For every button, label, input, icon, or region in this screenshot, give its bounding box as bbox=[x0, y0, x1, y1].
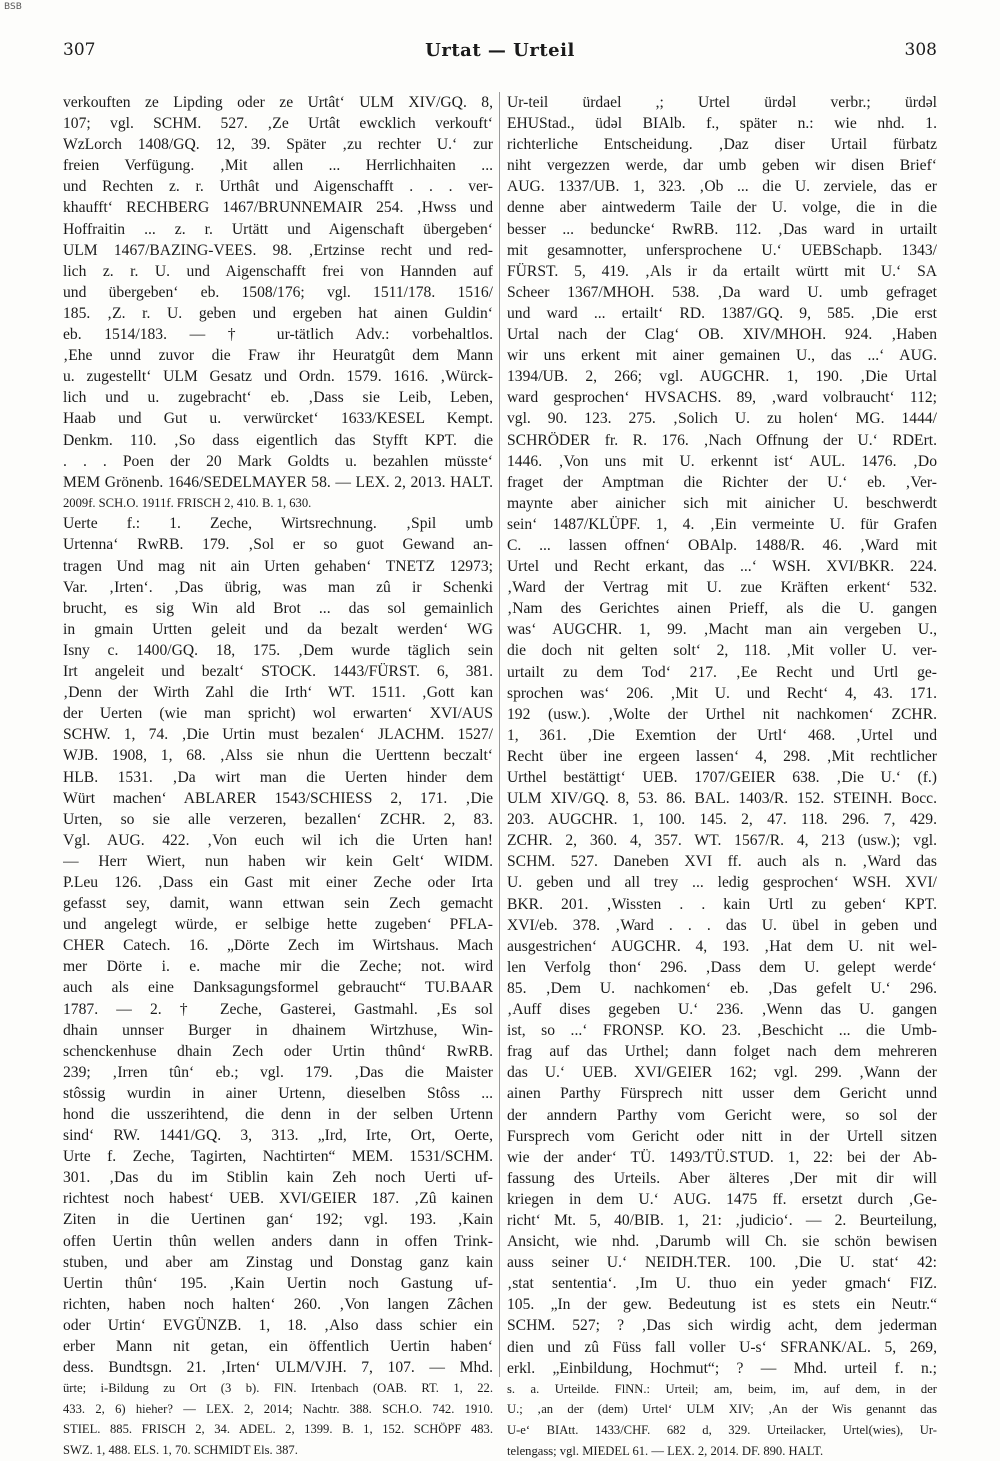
text-line: stuben, und aber am Zinstag und Donstag ganz kain bbox=[63, 1252, 493, 1273]
text-line: FÜRST. 5, 419. ‚Als ir da ertailt württ mit U.‘ SA bbox=[507, 261, 937, 282]
text-line: ‚Denn der Wirth Zahl die Irth‘ WT. 1511. ‚Gott kan bbox=[63, 682, 493, 703]
text-line: ürte; i-Bildung zu Ort (3 b). FlN. Irtenbach (OAB. RT. 1, 22. bbox=[63, 1378, 493, 1399]
text-line: khaufft‘ RECHBERG 1467/BRUNNEMAIR 254. ‚Hwss und bbox=[63, 197, 493, 218]
text-line: SCHM. 527. Daneben XVI ff. auch als n. ‚Ward das bbox=[507, 851, 937, 872]
text-line: richtest noch habest‘ UEB. XVI/GEIER 187. ‚Zû kainen bbox=[63, 1188, 493, 1209]
text-line: richt‘ Mt. 5, 40/BIB. 1, 21: ‚judicio‘. — 2. Beurteilung, bbox=[507, 1210, 937, 1231]
text-line: tragen Und mag nit ain Urten gehaben‘ TNETZ 12973; bbox=[63, 556, 493, 577]
column-divider bbox=[499, 92, 500, 1377]
text-line: Uerte f.: 1. Zeche, Wirtsrechnung. ‚Spil umb bbox=[63, 513, 493, 534]
text-line: maynte aber ainicher sich mit ainicher U. beschwerdt bbox=[507, 493, 937, 514]
text-line: — Herr Wiert, nun haben wir kein Gelt‘ WIDM. bbox=[63, 851, 493, 872]
text-line: eb. 1514/183. — † ur-tätlich Adv.: vorbehaltlos. bbox=[63, 324, 493, 345]
text-line: AUG. 1337/UB. 1, 323. ‚Ob ... die U. zerviele, das er bbox=[507, 176, 937, 197]
text-line: das U.‘ UEB. XVI/GEIER 162; vgl. 299. ‚Wann der bbox=[507, 1062, 937, 1083]
text-line: . . . Poen der 20 Mark Goldts u. bezahlen müsste‘ bbox=[63, 451, 493, 472]
text-line: WzLorch 1408/GQ. 12, 39. Später ‚zu rechter U.‘ zur bbox=[63, 134, 493, 155]
text-line: ‚stat sententia‘. ‚Im U. thuo ein yeder gmach‘ FIZ. bbox=[507, 1273, 937, 1294]
text-line: was‘ AUGCHR. 1, 99. ‚Macht man ain vergeben U., bbox=[507, 619, 937, 640]
text-line: U-e‘ BIAtt. 1433/CHF. 682 d, 329. Urteilacker, Urtel(wies), Ur- bbox=[507, 1420, 937, 1441]
page-number-right: 308 bbox=[905, 40, 937, 60]
text-line: dhain unnser Burger in dhainem Wirtzhuse, Win- bbox=[63, 1020, 493, 1041]
text-line: ULM XIV/GQ. 8, 53. 86. BAL. 1403/R. 152. STEINH. Bocc. bbox=[507, 788, 937, 809]
text-line: niht vergezzen werde, dar umb geben wir disen Brief‘ bbox=[507, 155, 937, 176]
text-line: oder Urtin‘ EVGÜNZB. 1, 18. ‚Also dass schier ein bbox=[63, 1315, 493, 1336]
text-line: MEM Grönenb. 1646/SEDELMAYER 58. — LEX. 2, 2013. HALT. bbox=[63, 472, 493, 493]
text-line: sind‘ RW. 1441/GQ. 3, 313. „Ird, Irte, Ort, Oerte, bbox=[63, 1125, 493, 1146]
text-line: auss seiner U.‘ NEIDH.TER. 100. ‚Die U. stat‘ 42: bbox=[507, 1252, 937, 1273]
text-line: fraget der Amptman die Richter der U.‘ eb. ‚Ver- bbox=[507, 472, 937, 493]
text-line: 192 (usw.). ‚Wolte der Urthel nit nachkomen‘ ZCHR. bbox=[507, 704, 937, 725]
text-line: SCHRÖDER fr. R. 176. ‚Nach Offnung der U.‘ RDErt. bbox=[507, 430, 937, 451]
text-line: besser ... beduncke‘ RwRB. 112. ‚Das ward in urtailt bbox=[507, 219, 937, 240]
text-line: 203. AUGCHR. 1, 100. 145. 2, 47. 118. 296. 7, 429. bbox=[507, 809, 937, 830]
text-line: STIEL. 885. FRISCH 2, 34. ADEL. 2, 1399. B. 1, 152. SCHÖPF 483. bbox=[63, 1419, 493, 1440]
text-line: P.Leu 126. ‚Dass ein Gast mit einer Zeche oder Irta bbox=[63, 872, 493, 893]
text-line: richterliche Entscheidung. ‚Daz diser Urtail fürbatz bbox=[507, 134, 937, 155]
text-line: erber Mann nit getan, ein öffentlich Uertin haben‘ bbox=[63, 1336, 493, 1357]
text-line: Denkm. 110. ‚So dass eigentlich das Styfft KPT. die bbox=[63, 430, 493, 451]
text-line: die doch nit gelten solt‘ 2, 118. ‚Mit voller U. ver- bbox=[507, 640, 937, 661]
text-line: vgl. 90. 123. 275. ‚Solich U. zu holen‘ MG. 1444/ bbox=[507, 408, 937, 429]
text-line: urtailt zu dem Tod‘ 217. ‚Ee Recht und Urtl ge- bbox=[507, 662, 937, 683]
text-line: denne aber aintwederm Taile der U. volge, die in die bbox=[507, 197, 937, 218]
text-line: 1446. ‚Von uns mit U. erkennt ist‘ AUL. 1476. ‚Do bbox=[507, 451, 937, 472]
text-line: auch als eine Danksagungsformel gebraucht“ TU.BAAR bbox=[63, 977, 493, 998]
text-line: dess. Bundtsgn. 21. ‚Irten‘ ULM/VJH. 7, 107. — Mhd. bbox=[63, 1357, 493, 1378]
text-line: frag auf das Urthel; dann folget nach dem mehreren bbox=[507, 1041, 937, 1062]
text-line: hond die usszerihtend, die denn in der selben Urtenn bbox=[63, 1104, 493, 1125]
text-line: ainen Parthy Fürsprech nitt usser dem Gericht unnd bbox=[507, 1083, 937, 1104]
text-line: telengass; vgl. MIEDEL 61. — LEX. 2, 2014. DF. 890. HALT. bbox=[507, 1441, 937, 1461]
text-line: 239; ‚Irren tûn‘ eb.; vgl. 179. ‚Das die Maister bbox=[63, 1062, 493, 1083]
text-line: Var. ‚Irten‘. ‚Das übrig, was man zû ir Schenki bbox=[63, 577, 493, 598]
text-line: dien und zû Füss fall voller U-s‘ SFRANK/AL. 5, 269, bbox=[507, 1337, 937, 1358]
text-line: wir uns erkent mit ainer gemainen U., das ...‘ AUG. bbox=[507, 345, 937, 366]
text-line: ULM 1467/BAZING-VEES. 98. ‚Ertzinse recht und red- bbox=[63, 240, 493, 261]
text-line: 107; vgl. SCHM. 527. ‚Ze Urtât ewcklich verkouft‘ bbox=[63, 113, 493, 134]
text-line: XVI/eb. 378. ‚Ward . . . das U. übel in geben und bbox=[507, 915, 937, 936]
text-line: sprochen was‘ 206. ‚Mit U. und Recht‘ 4, 43. 171. bbox=[507, 683, 937, 704]
text-line: Fursprech vom Gericht oder nitt in der Urtell sitzen bbox=[507, 1126, 937, 1147]
text-line: Urtel und Recht erkant, das ...‘ WSH. XVI/BKR. 224. bbox=[507, 556, 937, 577]
text-line: ‚Ward der Vertrag mit U. zue Kräften erkent‘ 532. bbox=[507, 577, 937, 598]
text-line: Urte f. Zeche, Tagirten, Nachtirten“ MEM. 1531/SCHM. bbox=[63, 1146, 493, 1167]
text-line: Urtenna‘ RwRB. 179. ‚Sol er so guot Gewand an- bbox=[63, 534, 493, 555]
text-line: ausgestrichen‘ AUGCHR. 4, 193. ‚Hat dem U. nit wel- bbox=[507, 936, 937, 957]
text-line: EHUStad., üdǝl BIAlb. f., später n.: wie nhd. 1. bbox=[507, 113, 937, 134]
text-line: ist, so ...‘ FRONSP. KO. 23. ‚Beschicht ... die Umb- bbox=[507, 1020, 937, 1041]
text-line: stôssig wurdin in ainer Urtenn, dieselben Stôss ... bbox=[63, 1083, 493, 1104]
text-line: Haab und Gut u. verwürcket‘ 1633/KESEL Kempt. bbox=[63, 408, 493, 429]
text-line: s. a. Urteilde. FlNN.: Urteil; am, beim, im, auf dem, in der bbox=[507, 1379, 937, 1400]
text-line: verkouften ze Lipding oder ze Urtât‘ ULM XIV/GQ. 8, bbox=[63, 92, 493, 113]
text-line: Uertin thûn‘ 195. ‚Kain Uertin noch Gastung uf- bbox=[63, 1273, 493, 1294]
text-line: in gmain Urtten geleit und da bezalt werden‘ WG bbox=[63, 619, 493, 640]
text-line: der Uerten (wie man spricht) wol erwarten‘ XVI/AUS bbox=[63, 703, 493, 724]
text-line: Hoffraitin ... z. r. Urtätt und Aigenschaft übergeben‘ bbox=[63, 219, 493, 240]
text-line: 105. „In der gew. Bedeutung ist es stets ein Neutr.“ bbox=[507, 1294, 937, 1315]
text-line: Ansicht, wie nhd. ‚Darumb will Ch. sie schön bewisen bbox=[507, 1231, 937, 1252]
text-line: CHER Catech. 16. „Dörte Zech im Wirtshaus. Mach bbox=[63, 935, 493, 956]
text-line: ‚Auff dises gegeben U.‘ 236. ‚Wenn das U. gangen bbox=[507, 999, 937, 1020]
text-line: Würt machen‘ ABLARER 1543/SCHIESS 2, 171. ‚Die bbox=[63, 788, 493, 809]
text-line: lich z. r. U. und Aigenschafft frei von Hannden auf bbox=[63, 261, 493, 282]
running-title: Urtat — Urteil bbox=[63, 40, 937, 61]
text-line: ‚Ehe unnd zuvor die Fraw ihr Heuratgût dem Mann bbox=[63, 345, 493, 366]
text-line: und angelegt würde, er selbige hette zugeben‘ PFLA- bbox=[63, 914, 493, 935]
text-line: offen Uertin thûn wellen anders dann in offen Trink- bbox=[63, 1231, 493, 1252]
right-column bbox=[507, 92, 937, 1461]
page-header bbox=[63, 40, 937, 70]
text-line: Ziten in die Uertinen gan‘ 192; vgl. 193. ‚Kain bbox=[63, 1209, 493, 1230]
text-line: sein‘ 1487/KLÜPF. 1, 4. ‚Ein vermeinte U. für Grafen bbox=[507, 514, 937, 535]
text-line: C. ... lassen offnen‘ OBAlp. 1488/R. 46. ‚Ward mit bbox=[507, 535, 937, 556]
text-line: Urten, so sie alle verzeren, bezallen‘ ZCHR. 2, 83. bbox=[63, 809, 493, 830]
text-line: und Rechten z. r. Urthât und Aigenschafft . . . ver- bbox=[63, 176, 493, 197]
text-line: und ward ... ertailt‘ RD. 1387/GQ. 9, 585. ‚Die erst bbox=[507, 303, 937, 324]
left-column bbox=[63, 92, 493, 1461]
text-line: U. geben und all trey ... ledig gesprochen‘ WSH. XVI/ bbox=[507, 872, 937, 893]
text-line: ward gesprochen‘ HVSACHS. 89, ‚ward volbraucht‘ 112; bbox=[507, 387, 937, 408]
text-line: richten, haben noch halten‘ 260. ‚Von langen Zâchen bbox=[63, 1294, 493, 1315]
page-number-left: 307 bbox=[63, 40, 95, 60]
text-line: Vgl. AUG. 422. ‚Von euch wil ich die Urten han! bbox=[63, 830, 493, 851]
text-line: 301. ‚Das du im Stiblin kain Zeh noch Uerti uf- bbox=[63, 1167, 493, 1188]
text-line: Isny c. 1400/GQ. 18, 175. ‚Dem wurde täglich sein bbox=[63, 640, 493, 661]
text-line: erkl. „Einbildung, Hochmut“; ? — Mhd. urteil f. n.; bbox=[507, 1358, 937, 1379]
text-line: der anndern Parthy vom Gericht were, so sol der bbox=[507, 1105, 937, 1126]
text-line: SCHW. 1, 74. ‚Die Urtin must bezalen‘ JLACHM. 1527/ bbox=[63, 724, 493, 745]
text-line: BKR. 201. ‚Wissten . . kain Urtl zu geben‘ KPT. bbox=[507, 894, 937, 915]
text-line: Irt angeleit und bezalt‘ STOCK. 1443/FÜRST. 6, 381. bbox=[63, 661, 493, 682]
text-line: wie der ander‘ TÜ. 1493/TÜ.STUD. 1, 22: bei der Ab- bbox=[507, 1147, 937, 1168]
text-line: Urthel bestättigt‘ UEB. 1707/GEIER 638. ‚Die U.‘ (f.) bbox=[507, 767, 937, 788]
text-line: ZCHR. 2, 360. 4, 357. WT. 1567/R. 4, 213 (usw.); vgl. bbox=[507, 830, 937, 851]
text-line: kriegen in dem U.‘ AUG. 1475 ff. ersetzt durch ‚Ge- bbox=[507, 1189, 937, 1210]
library-stamp: BSB bbox=[4, 2, 22, 12]
text-line: und übergeben‘ eb. 1508/176; vgl. 1511/178. 1516/ bbox=[63, 282, 493, 303]
text-line: U.; ‚an der (dem) Urtel‘ ULM XIV; ‚An der Wis genannt das bbox=[507, 1399, 937, 1420]
text-line: mit gesamnotter, unfersprochene U.‘ UEBSchapb. 1343/ bbox=[507, 240, 937, 261]
text-line: mer Dörte i. e. mache mir die Zeche; not. wird bbox=[63, 956, 493, 977]
text-line: gefasst sey, damit, wann ettwan sein Zech gemacht bbox=[63, 893, 493, 914]
text-line: Recht über ine ergeen lassen‘ 4, 298. ‚Mit rechtlicher bbox=[507, 746, 937, 767]
text-line: schenckenhuse dhain Zech oder Urtin thûnd‘ RwRB. bbox=[63, 1041, 493, 1062]
text-line: Ur-teil ürdael ,; Urtel ürdǝl verbr.; ürdǝl bbox=[507, 92, 937, 113]
text-line: 185. ‚Z. r. U. geben und ergeben hat ainen Guldin‘ bbox=[63, 303, 493, 324]
text-line: Urtal nach der Clag‘ OB. XIV/MHOH. 924. ‚Haben bbox=[507, 324, 937, 345]
text-line: u. zugestellt‘ ULM Gesatz und Ordn. 1579. 1616. ‚Würck- bbox=[63, 366, 493, 387]
text-line: 1, 361. ‚Die Exemtion der Urtl‘ 468. ‚Urtel und bbox=[507, 725, 937, 746]
text-line: lich und u. zugebracht‘ eb. ‚Dass sie Leib, Leben, bbox=[63, 387, 493, 408]
text-line: SWZ. 1, 488. ELS. 1, 70. SCHMIDT Els. 387. bbox=[63, 1440, 493, 1461]
text-line: Scheer 1367/MHOH. 538. ‚Da ward U. umb gefraget bbox=[507, 282, 937, 303]
text-line: 2009f. SCH.O. 1911f. FRISCH 2, 410. B. 1, 630. bbox=[63, 493, 493, 514]
text-line: 1394/UB. 2, 266; vgl. AUGCHR. 1, 190. ‚Die Urtal bbox=[507, 366, 937, 387]
text-line: 85. ‚Dem U. nachkomen‘ eb. ‚Das gefelt U.‘ 296. bbox=[507, 978, 937, 999]
text-line: brucht, es sig Win ald Brot ... das sol gemainlich bbox=[63, 598, 493, 619]
text-line: 433. 2, 6) hieher? — LEX. 2, 2014; Nachtr. 388. SCH.O. 742. 1910. bbox=[63, 1399, 493, 1420]
text-line: ‚Nam des Gerichtes ainen Prieff, als die U. gangen bbox=[507, 598, 937, 619]
text-line: SCHM. 527; ? ‚Das sich wirdig acht, dem jederman bbox=[507, 1315, 937, 1336]
text-line: WJB. 1908, 1, 68. ‚Alss sie nhun die Uerttenn beczalt‘ bbox=[63, 745, 493, 766]
text-line: 1787. — 2. † Zeche, Gasterei, Gastmahl. ‚Es sol bbox=[63, 999, 493, 1020]
text-line: fassung des Urteils. Aber älteres ‚Der mit dir will bbox=[507, 1168, 937, 1189]
text-line: freien Verfügung. ‚Mit allen ... Herrlichhaiten ... bbox=[63, 155, 493, 176]
text-line: HLB. 1531. ‚Da wirt man die Uerten hinder dem bbox=[63, 767, 493, 788]
text-line: len Verfolg thon‘ 296. ‚Dass dem U. gelept werde‘ bbox=[507, 957, 937, 978]
